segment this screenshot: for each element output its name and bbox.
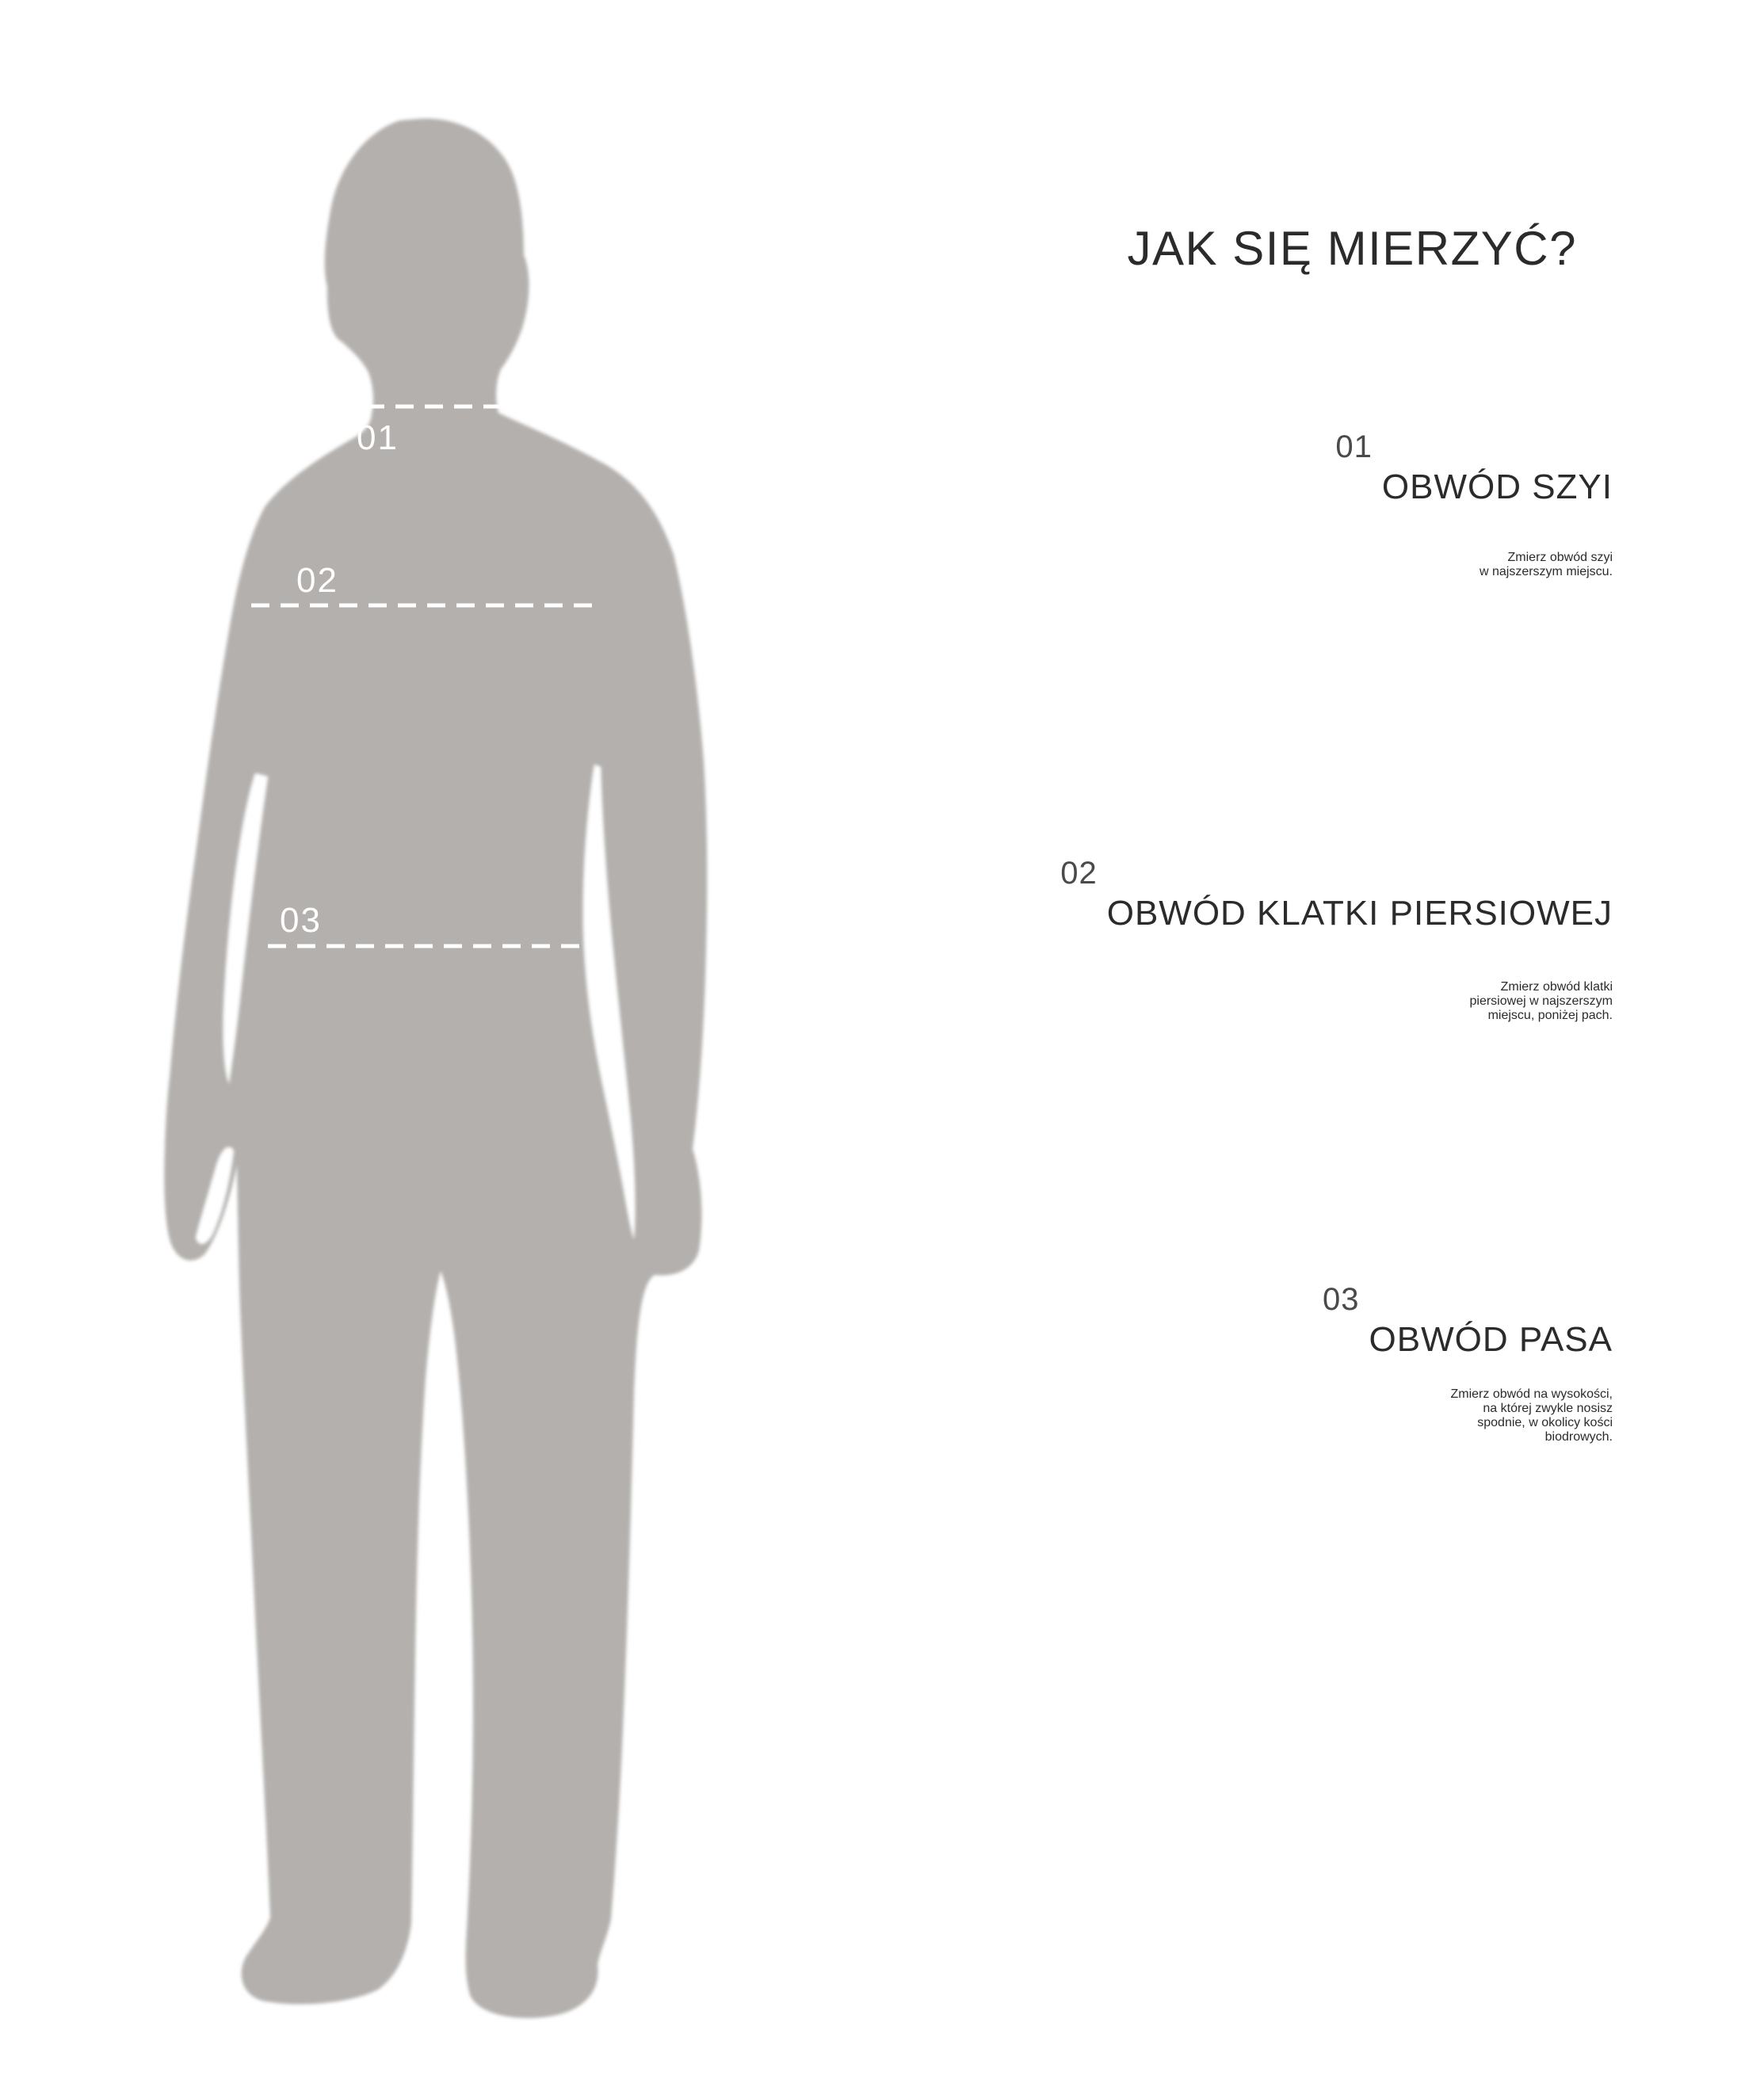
body-line: miejscu, poniżej pach. xyxy=(1487,1009,1613,1022)
figure-marker-neck: 01 xyxy=(357,418,399,457)
page-title: JAK SIĘ MIERZYĆ? xyxy=(1127,222,1577,275)
body-line: Zmierz obwód na wysokości, xyxy=(1450,1387,1613,1401)
section-waist xyxy=(1323,1282,1613,1457)
section-number: 03 xyxy=(1323,1282,1360,1317)
section-number: 01 xyxy=(1335,429,1373,464)
section-heading: OBWÓD SZYI xyxy=(1381,467,1613,506)
section-heading-wrap xyxy=(1060,856,1613,933)
body-line: biodrowych. xyxy=(1544,1430,1613,1444)
body-line: w najszerszym miejscu. xyxy=(1479,565,1613,578)
body-line: Zmierz obwód klatki xyxy=(1500,980,1613,994)
body-line: spodnie, w okolicy kości xyxy=(1477,1416,1613,1429)
section-chest xyxy=(1060,856,1613,1036)
section-neck xyxy=(1335,429,1613,592)
silhouette-shape xyxy=(164,119,707,2018)
body-line: na której zwykle nosisz xyxy=(1483,1402,1613,1415)
figure-marker-chest: 02 xyxy=(296,561,338,600)
section-heading: OBWÓD KLATKI PIERSIOWEJ xyxy=(1106,894,1613,933)
body-line: Zmierz obwód szyi xyxy=(1507,551,1613,564)
section-heading: OBWÓD PASA xyxy=(1369,1320,1613,1359)
body-line: piersiowej w najszerszym xyxy=(1469,994,1613,1008)
section-number: 02 xyxy=(1060,856,1098,891)
figure-marker-waist: 03 xyxy=(280,901,322,940)
section-heading-wrap xyxy=(1323,1282,1613,1360)
section-heading-wrap xyxy=(1335,429,1613,507)
